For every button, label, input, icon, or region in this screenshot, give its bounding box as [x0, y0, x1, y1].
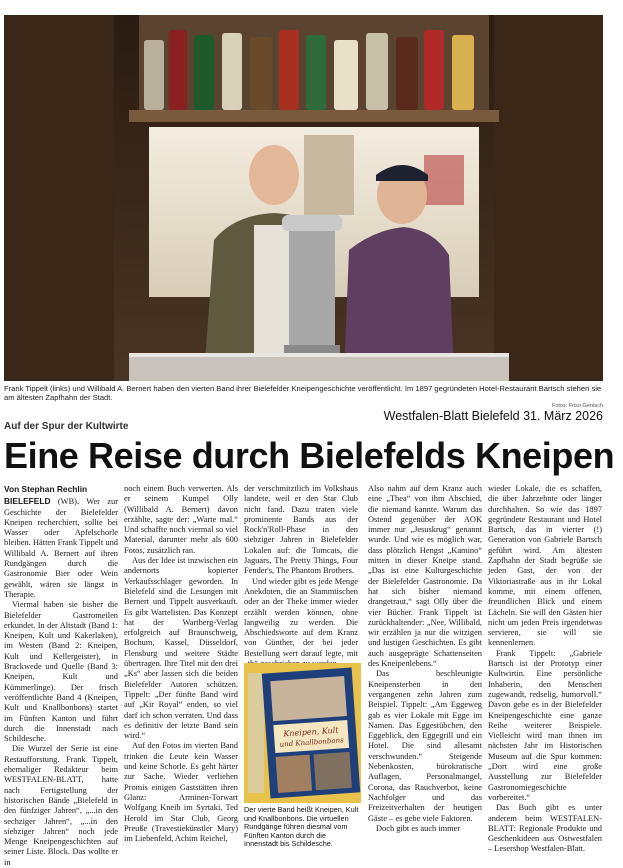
- book-cover-photo: [244, 663, 361, 803]
- book-title-line-1: Kneipen, Kult: [283, 725, 339, 739]
- article-column-1: [4, 484, 118, 868]
- paragraph: Also nahm auf dem Kranz auch eine „Thea“ von ihm Abschied, die niemand kannte. Warum das Ostend gegenüber der AOK immer nur „Jesuskrug“ genannt wurde. Und wie es möglich war, dass plötzlich Hengst „Kamino“ mitten in dieser Kneipe stand. „Das ist eine Kulturgeschichte der Bielefelder Gastronomie. Da hat sich bisher niemand drangetraut,“ sagt Olly über die vier Bücher. Frank Tippelt ist zurückhaltender: „Nee, Willibald, wir erzählen ja nur die witzigen und lustigen Geschichten. Es gibt auch ausgeprägte Schattenseiten des Kneipenlebens.“: [368, 484, 482, 669]
- paragraph: noch einem Buch verwerten. Als er seinem Kumpel Olly (Willibald A. Bernert) davon erzählte, sagte der: „Warte mal.“ Und schaffte noch viermal so viel Material, darunter mehr als 600 Fotos, zusätzlich ran.: [124, 484, 238, 555]
- byline: Von Stephan Rechlin: [4, 484, 88, 494]
- photo-credit: Fotos: Friso Gentsch: [551, 403, 603, 409]
- source-line: Westfalen-Blatt Bielefeld 31. März 2026: [383, 409, 603, 423]
- paragraph: der verschmitztlich im Volkshaus landete, weil er den Star Club nicht fand. Dazu traten viele prominente Bands aus der Rock'n'Roll-Phase in den siebziger Jahren in Bielefelder Lokalen auf: die Tomcats, die Jaguars, The Pretty Things, Four Fender's, The Phantom Brothers.: [244, 484, 358, 576]
- article-photo: [4, 15, 603, 381]
- paragraph: Auf den Fotos im vierten Band trinken die Leute kein Wasser und keine Schorle. Es geht härter zur Sache. Wieder verliehen Promis einigen Gaststätten ihren Glanz: Arminen-Torwart Wolfgang Kneib im Syrtaki, Ted Herold im Star Club, Georg Preuße (Travestiekünstler Mary) im Liebenfeld, Achim Reichel,: [124, 741, 238, 844]
- paragraph: BIELEFELD (WB). Wer zur Geschichte der Bielefelder Kneipen recherchiert, sollte bei Wasser oder Apfelschorle bleiben. Hätten Frank Tippelt und Willibald A. Bernert auf ihren Rundgängen durch die Gastronomie Bier oder Wein gewählt, wären sie längst in Therapie.: [4, 496, 118, 599]
- paragraph: Aus der Idee ist inzwischen ein andernorts kopierter Verkaufsschlager geworden. In Bielefeld sind die Lesungen mit Bernert und Tippelt ausverkauft. Es gibt Wartelisten. Das Konzept hat der Wartberg-Verlag erfolgreich auf Braunschweig, Bochum, Kassel, Düsseldorf, Flensburg und weitere Städte übertragen. Ihre Titel mit den drei „Ks“ aber lassen sich die beiden Bielefelder Autoren schützen. Tippelt: „Der fünfte Band wird auf „Kir Royal“ enden, so viel darf ich schon verraten. Und dass es definitiv der letzte Band sein wird.“: [124, 556, 238, 741]
- photo-caption: Frank Tippelt (links) und Willibald A. Bernert haben den vierten Band ihrer Bielefelder Kneipengeschichte veröffentlicht. Im 1897 gegründeten Hotel-Restaurant Bartsch stehen sie am ältesten Zapfhahn der Stadt.: [4, 384, 602, 403]
- book-cover-illustration: [244, 663, 361, 803]
- kicker: Auf der Spur der Kultwirte: [4, 421, 129, 432]
- inset-caption: Der vierte Band heißt Kneipen, Kult und Knallbonbons. Die virtuellen Rundgänge führen diesmal vom Fünften Kanton durch die Innenstadt bis Schildesche.: [244, 805, 359, 849]
- paragraph: wieder Lokale, die es schaffen, die über Jahrzehnte oder länger durchhalten. So wie das 1897 gegründete Restaurant und Hotel Bartsch, das in vierter (!) Generation von Gabriele Bartsch geführt wird. Am ältesten Zapfhahn der Stadt begrüße sie jeden Gast, der von der Viktoriastraße aus in ihr Lokal komme, mit einem offenen, freundlichen Blick und einem Lächeln. Sie will den Gästen hier nicht um jeden Preis irgendetwas servieren, sie will sie kennenlernen.: [488, 484, 602, 648]
- beer-tap: [282, 215, 342, 359]
- paragraph: Doch gibt es auch immer: [376, 823, 461, 833]
- paragraph: Und wieder gibt es jede Menge Anekdoten, die an Stammtischen oder an der Theke immer wieder erzählt werden können, ohne langweilig zu werden. Die Abschiedsworte auf dem Kranz von Günther, der bei jeder Bestellung wert darauf legte, mit: [244, 576, 358, 658]
- paragraph: Das Buch gibt es unter anderem beim WESTFALEN-BLATT: Regionale Produkte und Geschenkideen aus Ostwestfalen – Lesershop Westfalen-Blatt.: [488, 803, 602, 854]
- paragraph: Frank Tippelt: „Gabriele Bartsch ist der Prototyp einer Kultwirtin. Eine persönliche Inhaberin, den Menschen zugewandt, redselig, humorvoll.“ Davon gebe es in der Bielefelder Kneipengeschichte eine ganze Reihe weiterer Beispiele. Vielleicht wird man ihnen im nächsten Jahr im Historischen Museum auf die Spur kommen: „Dort wird eine große Ausstellung zur Bielefelder Gastronomiegeschichte vorbereitet.“: [488, 648, 602, 802]
- article-column-2: [124, 484, 238, 844]
- dateline: BIELEFELD: [4, 496, 51, 507]
- article-column-3: [244, 484, 358, 669]
- paragraph: Viermal haben sie bisher die Bielefelder Gastromeilen erkundet. In der Altstadt (Band 1: Kneipen, Kult und Kakerlaken), im Westen (Band 2: Kneipen, Kult und Kellergeister), in Brackwede und Quelle (Band 3: Kneipen, Kult und Kümmerlinge). Der frisch veröffentlichte Band 4 (Kneipen, Kult und Knallbonbons) startet im Fünften Kanton und führt durch die Innenstadt nach Schildesche.: [4, 600, 118, 744]
- paragraph: Das beschleunigte Kneipensterben in den vergangenen zehn Jahren zum Beispiel. Tippelt: „Am Eggeweg gab es vier Lokale mit Egge im Namen. Das Eggestübchen, den Eggeblick, den Eggegrill und ein Hotel. Die sind allesamt verschwunden.“ Steigende Nebenkosten, bürokratische Auflagen, Personalmangel, Corona, das Rauchverbot, keine Nachfolger und das Freizeitverhalten der heutigen Gäste – es gebe viele Faktoren.: [368, 669, 482, 823]
- article-column-4: [368, 484, 482, 834]
- article-column-5: [488, 484, 602, 855]
- bar-scene-illustration: [4, 15, 603, 381]
- book-title-line-2: und Knallbonbons: [279, 736, 344, 749]
- paragraph: Die Wurzel der Serie ist eine Restaufforstung. Frank Tippelt, ehemaliger Redakteur beim WESTFALEN-BLATT, hatte nach Fertigstellung der historischen Bände „Bielefeld in den fünfziger Jahren“, „...in den sechziger Jahren“, „...in den siebziger Jahren“ noch jede Menge Kneipengeschichten auf seiner Liste. Block. Das wollte er in: [4, 744, 118, 867]
- headline: Eine Reise durch Bielefelds Kneipen: [4, 435, 615, 476]
